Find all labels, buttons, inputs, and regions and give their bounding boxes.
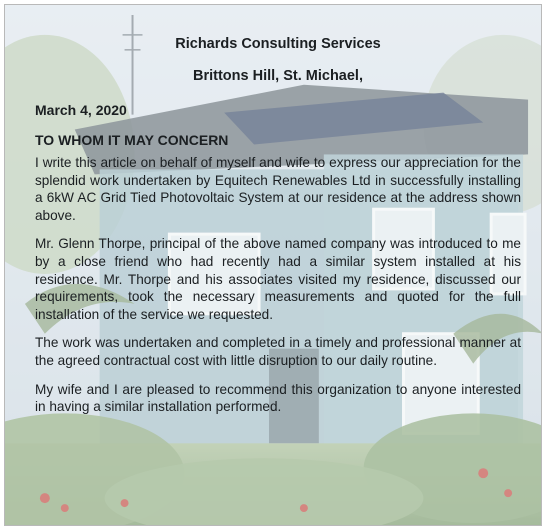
paragraph-recommendation: My wife and I are pleased to recommend this organization to anyone interested in having a similar installation performed. — [35, 381, 521, 415]
company-address: Brittons Hill, St. Michael, — [193, 68, 363, 84]
letter-frame — [4, 4, 542, 526]
salutation: TO WHOM IT MAY CONCERN — [35, 132, 229, 148]
letter-date: March 4, 2020 — [35, 102, 127, 118]
letter-body — [35, 35, 521, 416]
paragraph-introduction: Mr. Glenn Thorpe, principal of the above named company was introduced to me by a close friend who had recently had a similar system installed at his residence. Mr. Thorpe and his associates visited my residence, discussed our requirements, took the necessary measurements and quoted for the full installation of the service we requested. — [35, 236, 521, 322]
paragraph-work-completed: The work was undertaken and completed in a timely and professional manner at the agreed contractual cost with little disruption to our daily routine. — [35, 335, 521, 368]
paragraph-appreciation: I write this article on behalf of myself and wife to express our appreciation for the splendid work undertaken by Equitech Renewables Ltd in successfully installing a 6kW AC Grid Tied Photovoltaic System at our residence at the address shown above. — [35, 155, 521, 223]
company-name: Richards Consulting Services — [175, 36, 381, 52]
